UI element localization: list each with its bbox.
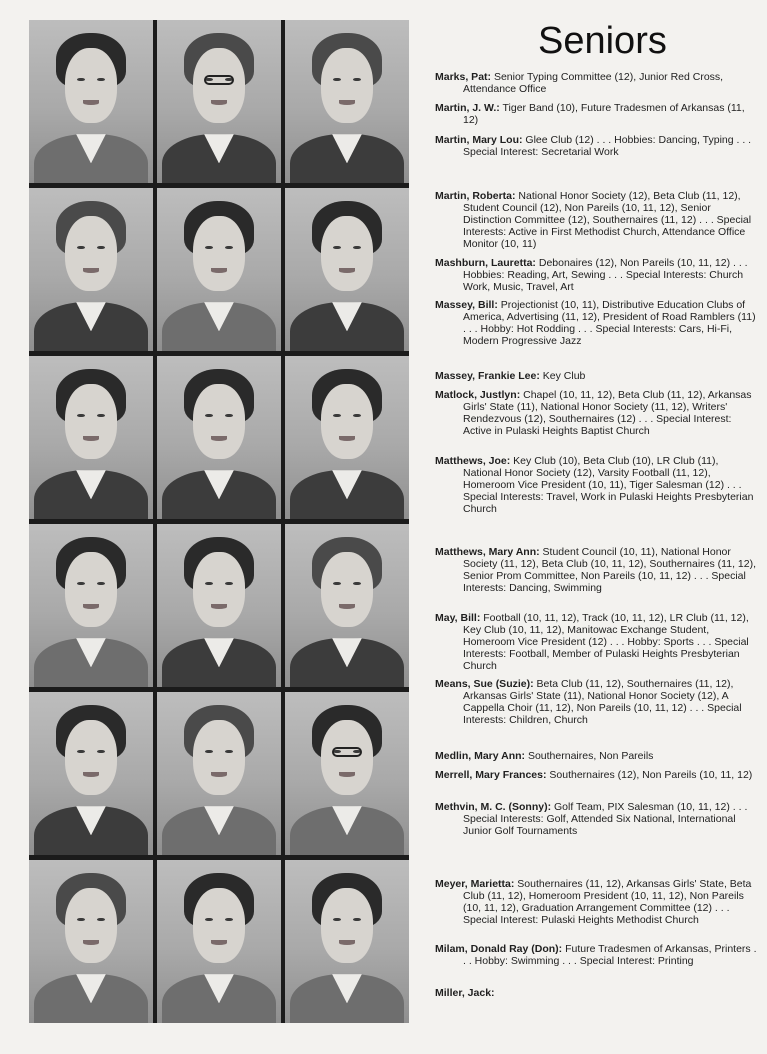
portrait-face xyxy=(65,552,117,627)
senior-portrait xyxy=(157,860,281,1023)
portrait-eye xyxy=(225,750,232,754)
portrait-face xyxy=(65,384,117,459)
senior-portrait xyxy=(157,20,281,183)
portrait-mouth xyxy=(211,604,228,608)
portrait-face xyxy=(321,216,373,291)
portrait-face xyxy=(193,720,245,795)
senior-entry xyxy=(435,878,757,926)
portrait-face xyxy=(193,384,245,459)
senior-portrait xyxy=(29,524,153,687)
portrait-face xyxy=(193,48,245,123)
senior-portrait xyxy=(29,860,153,1023)
portrait-eye xyxy=(97,750,104,754)
senior-activities: Southernaires (11, 12), Arkansas Girls' State, Beta Club (11, 12), Homeroom President (10, 11, 12), Non Pareils (10, 11, 12), Graduation Arrangement Committee (12) . . . Special Interest: Pulaski Heights Methodist Church xyxy=(463,878,752,926)
senior-activities: Football (10, 11, 12), Track (10, 11, 12), LR Club (11, 12), Key Club (10, 11, 12), Manitowac Exchange Student, Homeroom Vice President (12) . . . Hobby: Sports . . . Special Interests: Football, Member of Pulaski Heights Presbyterian Church xyxy=(463,612,749,672)
senior-activities: Senior Typing Committee (12), Junior Red Cross, Attendance Office xyxy=(463,71,724,95)
portrait-eye xyxy=(333,78,340,82)
portrait-mouth xyxy=(339,772,356,776)
senior-entry xyxy=(435,190,757,250)
senior-entry xyxy=(435,546,757,594)
portrait-mouth xyxy=(211,268,228,272)
senior-entry xyxy=(435,134,757,158)
portrait-eye xyxy=(353,414,360,418)
senior-activities: Key Club xyxy=(539,370,586,382)
portrait-eye xyxy=(205,582,212,586)
senior-activities: Southernaires (12), Non Pareils (10, 11, 12) xyxy=(546,769,753,781)
senior-portrait-grid xyxy=(29,20,409,1023)
portrait-eye xyxy=(77,750,84,754)
senior-activities: Debonaires (12), Non Pareils (10, 11, 12) . . . Hobbies: Reading, Art, Sewing . . . Special Interests: Church Work, Music, Travel, Art xyxy=(463,257,748,293)
senior-portrait xyxy=(285,524,409,687)
senior-entry xyxy=(435,612,757,672)
portrait-eye xyxy=(333,582,340,586)
senior-portrait xyxy=(29,692,153,855)
portrait-eye xyxy=(333,414,340,418)
senior-portrait xyxy=(157,524,281,687)
portrait-eye xyxy=(353,918,360,922)
senior-name: Meyer, Marietta: xyxy=(435,878,515,890)
senior-activities: Projectionist (10, 11), Distributive Education Clubs of America, Advertising (11, 12), President of Road Ramblers (11) . . . Hobby: Hot Rodding . . . Special Interests: Cars, Hi-Fi, Modern Progressive Jazz xyxy=(463,299,756,347)
portrait-mouth xyxy=(339,436,356,440)
senior-entry xyxy=(435,678,757,726)
senior-name: Martin, Roberta: xyxy=(435,190,516,202)
senior-name: Merrell, Mary Frances: xyxy=(435,769,547,781)
portrait-mouth xyxy=(83,772,100,776)
senior-name: Martin, Mary Lou: xyxy=(435,134,523,146)
portrait-eye xyxy=(77,918,84,922)
portrait-mouth xyxy=(211,100,228,104)
portrait-eye xyxy=(205,414,212,418)
portrait-face xyxy=(193,552,245,627)
portrait-eye xyxy=(333,918,340,922)
portrait-face xyxy=(65,888,117,963)
portrait-eye xyxy=(77,414,84,418)
senior-portrait xyxy=(157,692,281,855)
senior-name: Matthews, Mary Ann: xyxy=(435,546,540,558)
senior-activities: Golf Team, PIX Salesman (10, 11, 12) . . . Special Interests: Golf, Attended Six National, International Junior Golf Tournaments xyxy=(463,801,748,837)
senior-entry xyxy=(435,769,757,781)
senior-activities: Future Tradesmen of Arkansas, Printers . . . Hobby: Swimming . . . Special Interest: Printing xyxy=(463,943,757,967)
senior-name: Massey, Frankie Lee: xyxy=(435,370,540,382)
portrait-eye xyxy=(97,582,104,586)
portrait-eye xyxy=(97,414,104,418)
portrait-mouth xyxy=(339,100,356,104)
portrait-face xyxy=(193,216,245,291)
senior-name: May, Bill: xyxy=(435,612,481,624)
senior-portrait xyxy=(29,356,153,519)
portrait-face xyxy=(321,48,373,123)
portrait-eye xyxy=(97,78,104,82)
portrait-mouth xyxy=(83,940,100,944)
senior-name: Matlock, Justlyn: xyxy=(435,389,521,401)
senior-portrait xyxy=(157,188,281,351)
portrait-eye xyxy=(225,918,232,922)
portrait-eye xyxy=(353,582,360,586)
portrait-eye xyxy=(353,78,360,82)
senior-entry xyxy=(435,943,757,967)
portrait-face xyxy=(65,720,117,795)
portrait-mouth xyxy=(211,436,228,440)
portrait-eye xyxy=(205,750,212,754)
senior-entry xyxy=(435,370,757,382)
portrait-eye xyxy=(97,246,104,250)
portrait-eye xyxy=(333,246,340,250)
portrait-face xyxy=(321,384,373,459)
senior-entry xyxy=(435,102,757,126)
portrait-mouth xyxy=(339,940,356,944)
portrait-mouth xyxy=(211,940,228,944)
senior-portrait xyxy=(285,860,409,1023)
senior-entry xyxy=(435,257,757,293)
senior-name: Miller, Jack: xyxy=(435,987,495,999)
senior-name: Mashburn, Lauretta: xyxy=(435,257,536,269)
senior-name: Milam, Donald Ray (Don): xyxy=(435,943,563,955)
portrait-mouth xyxy=(83,604,100,608)
senior-entry xyxy=(435,801,757,837)
portrait-eye xyxy=(97,918,104,922)
senior-portrait xyxy=(285,692,409,855)
portrait-face xyxy=(321,720,373,795)
page-title: Seniors xyxy=(538,20,667,62)
portrait-face xyxy=(65,48,117,123)
portrait-eye xyxy=(77,582,84,586)
senior-name: Martin, J. W.: xyxy=(435,102,500,114)
portrait-eye xyxy=(205,918,212,922)
senior-activities: Chapel (10, 11, 12), Beta Club (11, 12), Arkansas Girls' State (11), National Honor Society (11, 12), Writers' Rendezvous (12), Southernaires (12) . . . Special Interest: Active in Pulaski Heights Baptist Church xyxy=(463,389,752,437)
senior-name: Methvin, M. C. (Sonny): xyxy=(435,801,552,813)
portrait-eye xyxy=(353,246,360,250)
senior-portrait xyxy=(157,356,281,519)
portrait-eye xyxy=(77,78,84,82)
senior-portrait xyxy=(29,20,153,183)
portrait-eye xyxy=(225,414,232,418)
senior-name: Marks, Pat: xyxy=(435,71,492,83)
senior-activities: Beta Club (11, 12), Southernaires (11, 12), Arkansas Girls' State (11), National Honor Society (12), A Cappella Choir (11, 12), Non Pareils (10, 11, 12) . . . Special Interests: Children, Church xyxy=(463,678,742,726)
senior-activities: Student Council (10, 11), National Honor Society (11, 12), Beta Club (10, 11, 12), Southernaires (11, 12), Senior Prom Committee, Non Pareils (10, 11, 12) . . . Special Interests: Dancing, Swimming xyxy=(463,546,756,594)
portrait-mouth xyxy=(83,436,100,440)
portrait-face xyxy=(193,888,245,963)
senior-name: Medlin, Mary Ann: xyxy=(435,750,526,762)
glasses-icon xyxy=(332,747,361,757)
senior-name: Matthews, Joe: xyxy=(435,455,511,467)
senior-activities: Key Club (10), Beta Club (10), LR Club (11), National Honor Society (12), Varsity Football (11, 12), Homeroom Vice President (10, 11), Tiger Salesman (12) . . . Special Interests: Travel, Work in Pulaski Heights Presbyterian Church xyxy=(463,455,754,515)
senior-name: Massey, Bill: xyxy=(435,299,498,311)
portrait-face xyxy=(321,552,373,627)
portrait-eye xyxy=(225,246,232,250)
portrait-face xyxy=(65,216,117,291)
senior-portrait xyxy=(285,188,409,351)
portrait-mouth xyxy=(211,772,228,776)
senior-name: Means, Sue (Suzie): xyxy=(435,678,534,690)
senior-activities: National Honor Society (12), Beta Club (11, 12), Student Council (12), Non Pareils (10, 11, 12), Senior Distinction Committee (12), Southernaires (11, 12) . . . Special Interests: Active in First Methodist Church, Attendance Office Monitor (10, 11) xyxy=(463,190,752,250)
senior-portrait xyxy=(285,356,409,519)
senior-entry xyxy=(435,71,757,95)
senior-activities: Southernaires, Non Pareils xyxy=(525,750,654,762)
portrait-mouth xyxy=(83,268,100,272)
senior-entry xyxy=(435,455,757,515)
glasses-icon xyxy=(204,75,233,85)
portrait-mouth xyxy=(339,604,356,608)
portrait-eye xyxy=(225,582,232,586)
portrait-eye xyxy=(77,246,84,250)
senior-activities: Tiger Band (10), Future Tradesmen of Arkansas (11, 12) xyxy=(463,102,745,126)
senior-activities: Glee Club (12) . . . Hobbies: Dancing, Typing . . . Special Interest: Secretarial Work xyxy=(463,134,752,158)
senior-entry xyxy=(435,750,757,762)
senior-entry xyxy=(435,389,757,437)
portrait-eye xyxy=(205,246,212,250)
senior-entry xyxy=(435,987,757,999)
senior-entry xyxy=(435,299,757,347)
portrait-face xyxy=(321,888,373,963)
portrait-mouth xyxy=(339,268,356,272)
senior-portrait xyxy=(29,188,153,351)
portrait-mouth xyxy=(83,100,100,104)
senior-portrait xyxy=(285,20,409,183)
